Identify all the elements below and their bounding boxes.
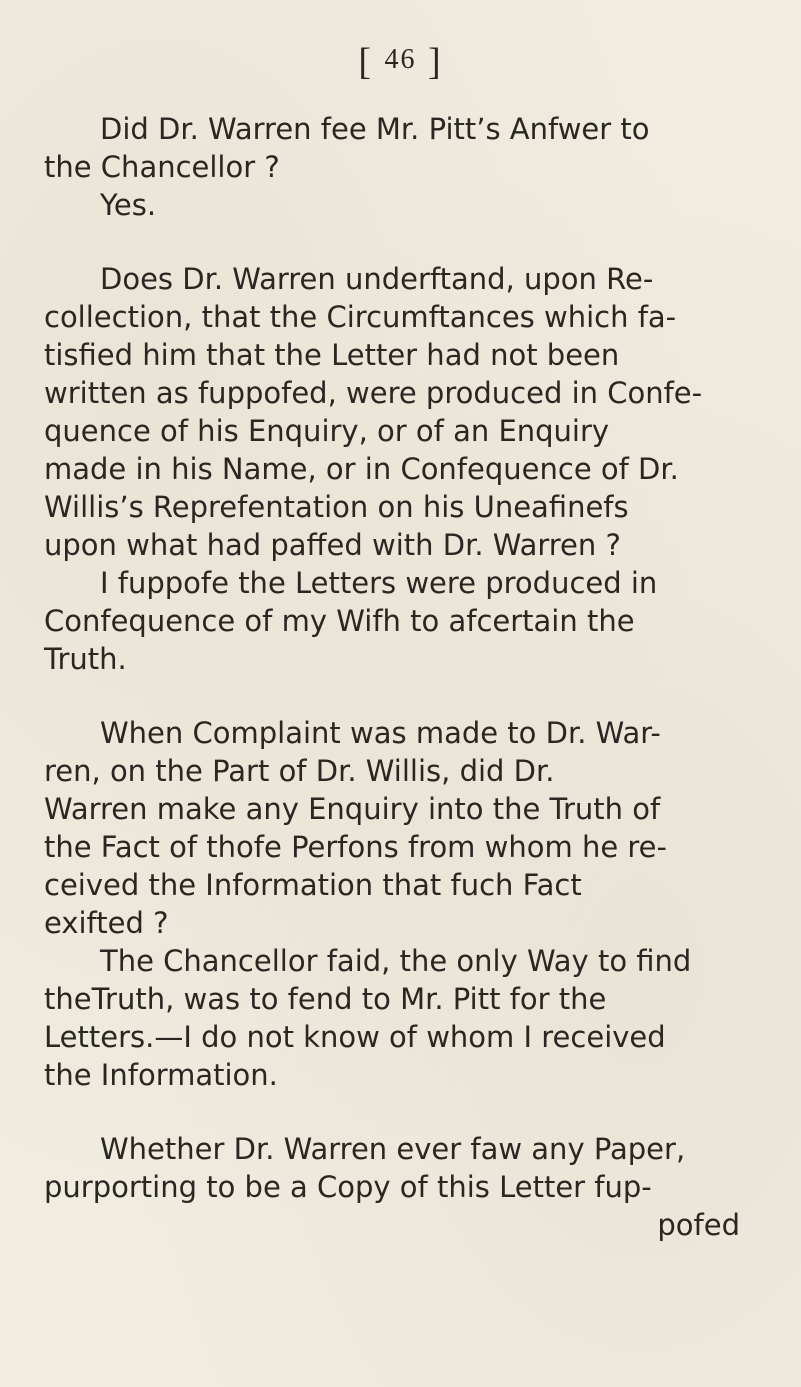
question-4: Whether Dr. Warren ever faw any Paper, purporting to be a Copy of this Letter fup- pofed (44, 1132, 740, 1242)
answer-3: The Chancellor faid, the only Way to find theTruth, was to fend to Mr. Pitt for the Letters.—I do not know of whom I received the Information. (44, 944, 692, 1092)
page-header (0, 40, 801, 84)
bracket-close: ] (428, 41, 443, 83)
question-3: When Complaint was made to Dr. War- ren, on the Part of Dr. Willis, did Dr. Warren make any Enquiry into the Truth of the Fact of thofe Perfons from whom he re- ceived the Information that fuch Fact exifted ? (44, 716, 667, 940)
question-2: Does Dr. Warren underftand, upon Re- collection, that the Circumftances which fa- tisfied him that the Letter had not been written as fuppofed, were produced in Confe- quence of his Enquiry, or of an Enquiry made in his Name, or in Confequence of Dr. Willis’s Reprefentation on his Uneafinefs upon what had paffed with Dr. Warren ? (44, 262, 703, 562)
q1-line-2: the Chancellor ? (44, 150, 280, 184)
answer-2: I fuppofe the Letters were produced in Confequence of my Wifh to afcertain the Truth. (44, 566, 658, 676)
answer-1 (100, 186, 740, 224)
body-text (44, 110, 740, 1244)
q1-line-1: Did Dr. Warren fee Mr. Pitt’s Anfwer to (100, 112, 650, 146)
a1-line-1: Yes. (100, 188, 157, 222)
bracket-open: [ (358, 41, 373, 83)
question-1 (44, 110, 740, 186)
page-number: 46 (384, 44, 417, 75)
catchword: pofed (657, 1208, 740, 1242)
